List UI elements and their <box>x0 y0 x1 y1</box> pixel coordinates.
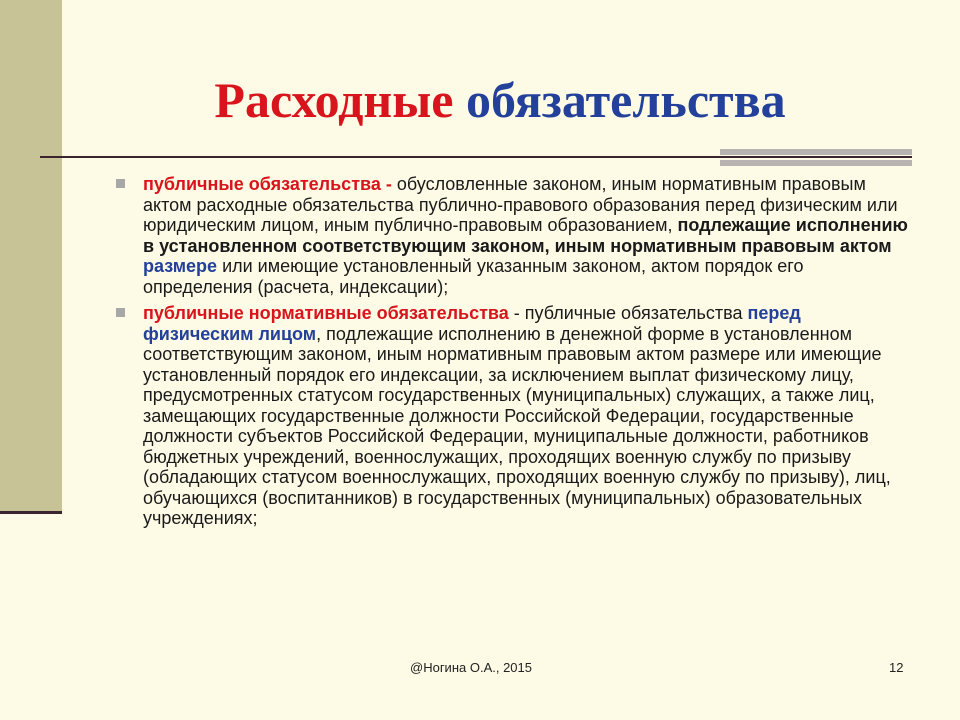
slide-body <box>143 174 913 535</box>
list-item <box>143 174 913 297</box>
item-text: - публичные обязательства <box>508 303 748 323</box>
item-bold-text: подлежащие исполнению в установленном соответствующим законом, иным нормативным правовым актом <box>143 215 908 256</box>
item-term: публичные обязательства - <box>143 174 392 194</box>
square-bullet-icon <box>116 179 125 188</box>
item-text: обусловленные законом, иным нормативным правовым актом расходные обязательства публично-правового образования перед физическим или юридическим лицом, иным публично-правовым образованием, <box>143 174 898 235</box>
page-number: 12 <box>889 660 904 675</box>
item-highlight: перед физическим лицом <box>143 303 801 344</box>
footer-author: @Ногина О.А., 2015 <box>410 660 532 675</box>
decor-gray-bar-bottom <box>720 160 912 166</box>
left-band-divider <box>0 511 62 514</box>
slide-title <box>0 70 960 130</box>
item-highlight: размере <box>143 256 218 276</box>
decor-gray-bar-top <box>720 149 912 155</box>
item-text-end: , подлежащие исполнению в денежной форме в установленном соответствующим законом, иным нормативным правовым актом размере или имеющие установленный порядок его индексации, за исключением выплат физическому лицу, предусмотренных статусом государственных (муниципальных) служащих, а также лиц, замещающих государственные должности Российской Федерации, государственные должности субъектов Российской Федерации, муниципальные должности, работников бюджетных учреждений, военнослужащих, проходящих военную службу по призыву (обладающих статусом военнослужащих, проходящих военную службу по призыву), лиц, обучающихся (воспитанников) в государственных (муниципальных) образовательных учреждениях; <box>143 323 891 528</box>
list-item <box>143 303 913 529</box>
item-text-end: или имеющие установленный указанным законом, актом порядок его определения (расчета, индексации); <box>143 256 804 297</box>
square-bullet-icon <box>116 308 125 317</box>
item-term: публичные нормативные обязательства <box>143 303 509 323</box>
title-underline <box>40 156 912 158</box>
title-word-red: Расходные <box>214 72 454 128</box>
title-word-blue: обязательства <box>465 72 786 128</box>
